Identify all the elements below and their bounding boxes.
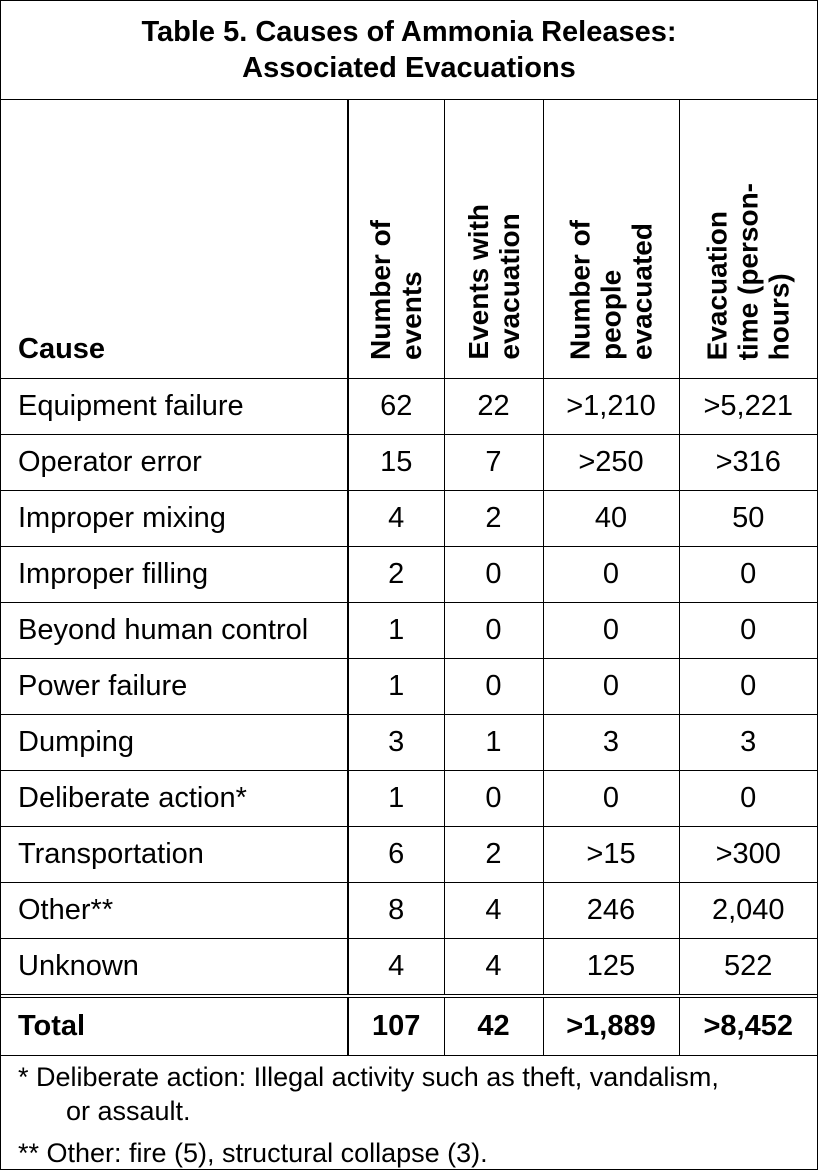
cell-people: 125 [543, 939, 679, 997]
cell-people: 246 [543, 883, 679, 939]
cell-people: >250 [543, 435, 679, 491]
header-cause: Cause [1, 100, 348, 379]
cell-hours: >300 [679, 827, 817, 883]
cell-evac-events: 4 [444, 939, 543, 997]
header-line: time (person- [732, 182, 764, 360]
header-line: Number of [564, 220, 596, 360]
total-row [1, 996, 817, 1056]
cell-hours: 2,040 [679, 883, 817, 939]
cell-events: 4 [348, 939, 444, 997]
cell-cause: Transportation [1, 827, 348, 883]
header-events-with-evacuation [444, 100, 543, 379]
header-line: evacuated [626, 223, 658, 360]
cell-total-label: Total [1, 996, 348, 1056]
table-row [1, 379, 817, 435]
cell-evac-events: 0 [444, 547, 543, 603]
cell-cause: Equipment failure [1, 379, 348, 435]
cell-events: 1 [348, 771, 444, 827]
cell-evac-events: 4 [444, 883, 543, 939]
cell-events: 6 [348, 827, 444, 883]
header-line: Events with [462, 204, 494, 360]
cell-events: 1 [348, 659, 444, 715]
cell-total-hours: >8,452 [679, 996, 817, 1056]
cell-people: >15 [543, 827, 679, 883]
cell-hours: 0 [679, 603, 817, 659]
cell-people: 3 [543, 715, 679, 771]
cell-evac-events: 2 [444, 827, 543, 883]
cell-cause: Improper filling [1, 547, 348, 603]
header-line: Number of [365, 220, 397, 360]
table-title [1, 1, 817, 100]
table-row [1, 491, 817, 547]
cell-hours: >5,221 [679, 379, 817, 435]
footnote-line: or assault. [66, 1096, 191, 1126]
cell-evac-events: 7 [444, 435, 543, 491]
cell-events: 3 [348, 715, 444, 771]
cell-events: 15 [348, 435, 444, 491]
table-row [1, 827, 817, 883]
cell-cause: Deliberate action* [1, 771, 348, 827]
footnote-other: ** Other: fire (5), structural collapse (3). [18, 1138, 488, 1168]
cell-evac-events: 22 [444, 379, 543, 435]
cell-events: 2 [348, 547, 444, 603]
cell-cause: Operator error [1, 435, 348, 491]
header-number-of-people-evacuated [543, 100, 679, 379]
header-line: Evacuation [701, 210, 733, 360]
cell-events: 62 [348, 379, 444, 435]
table-row [1, 659, 817, 715]
cell-hours: 0 [679, 771, 817, 827]
cell-people: >1,210 [543, 379, 679, 435]
cell-evac-events: 0 [444, 659, 543, 715]
cell-evac-events: 1 [444, 715, 543, 771]
cell-total-events: 107 [348, 996, 444, 1056]
footnote-deliberate-action [18, 1060, 817, 1128]
cell-cause: Beyond human control [1, 603, 348, 659]
cell-total-people: >1,889 [543, 996, 679, 1056]
cell-cause: Other** [1, 883, 348, 939]
cell-evac-events: 0 [444, 603, 543, 659]
header-line: events [396, 271, 428, 360]
cell-cause: Power failure [1, 659, 348, 715]
table-title-line-1: Table 5. Causes of Ammonia Releases: [141, 16, 677, 48]
cell-people: 0 [543, 771, 679, 827]
cell-evac-events: 0 [444, 771, 543, 827]
header-line: evacuation [493, 213, 525, 360]
cell-hours: 0 [679, 547, 817, 603]
cell-events: 4 [348, 491, 444, 547]
cell-hours: 3 [679, 715, 817, 771]
cell-people: 40 [543, 491, 679, 547]
header-line: people [595, 269, 627, 360]
cell-cause: Dumping [1, 715, 348, 771]
cell-people: 0 [543, 659, 679, 715]
cell-people: 0 [543, 603, 679, 659]
cell-evac-events: 2 [444, 491, 543, 547]
cell-hours: >316 [679, 435, 817, 491]
header-evacuation-time [679, 100, 817, 379]
table-row [1, 435, 817, 491]
header-number-of-events [348, 100, 444, 379]
table-title-line-2: Associated Evacuations [242, 52, 576, 84]
table-row [1, 603, 817, 659]
footnotes [1, 1056, 817, 1170]
table-row [1, 715, 817, 771]
cell-total-evac-events: 42 [444, 996, 543, 1056]
table-row [1, 883, 817, 939]
cell-cause: Improper mixing [1, 491, 348, 547]
cell-events: 1 [348, 603, 444, 659]
cell-hours: 522 [679, 939, 817, 997]
header-row [1, 100, 817, 379]
table-row [1, 771, 817, 827]
footnote-line: * Deliberate action: Illegal activity such as theft, vandalism, [18, 1062, 719, 1092]
cell-cause: Unknown [1, 939, 348, 997]
cell-hours: 0 [679, 659, 817, 715]
cell-events: 8 [348, 883, 444, 939]
header-line: hours) [763, 272, 795, 360]
cell-people: 0 [543, 547, 679, 603]
table-row [1, 939, 817, 997]
evacuations-table [1, 100, 817, 1056]
table-row [1, 547, 817, 603]
cell-hours: 50 [679, 491, 817, 547]
